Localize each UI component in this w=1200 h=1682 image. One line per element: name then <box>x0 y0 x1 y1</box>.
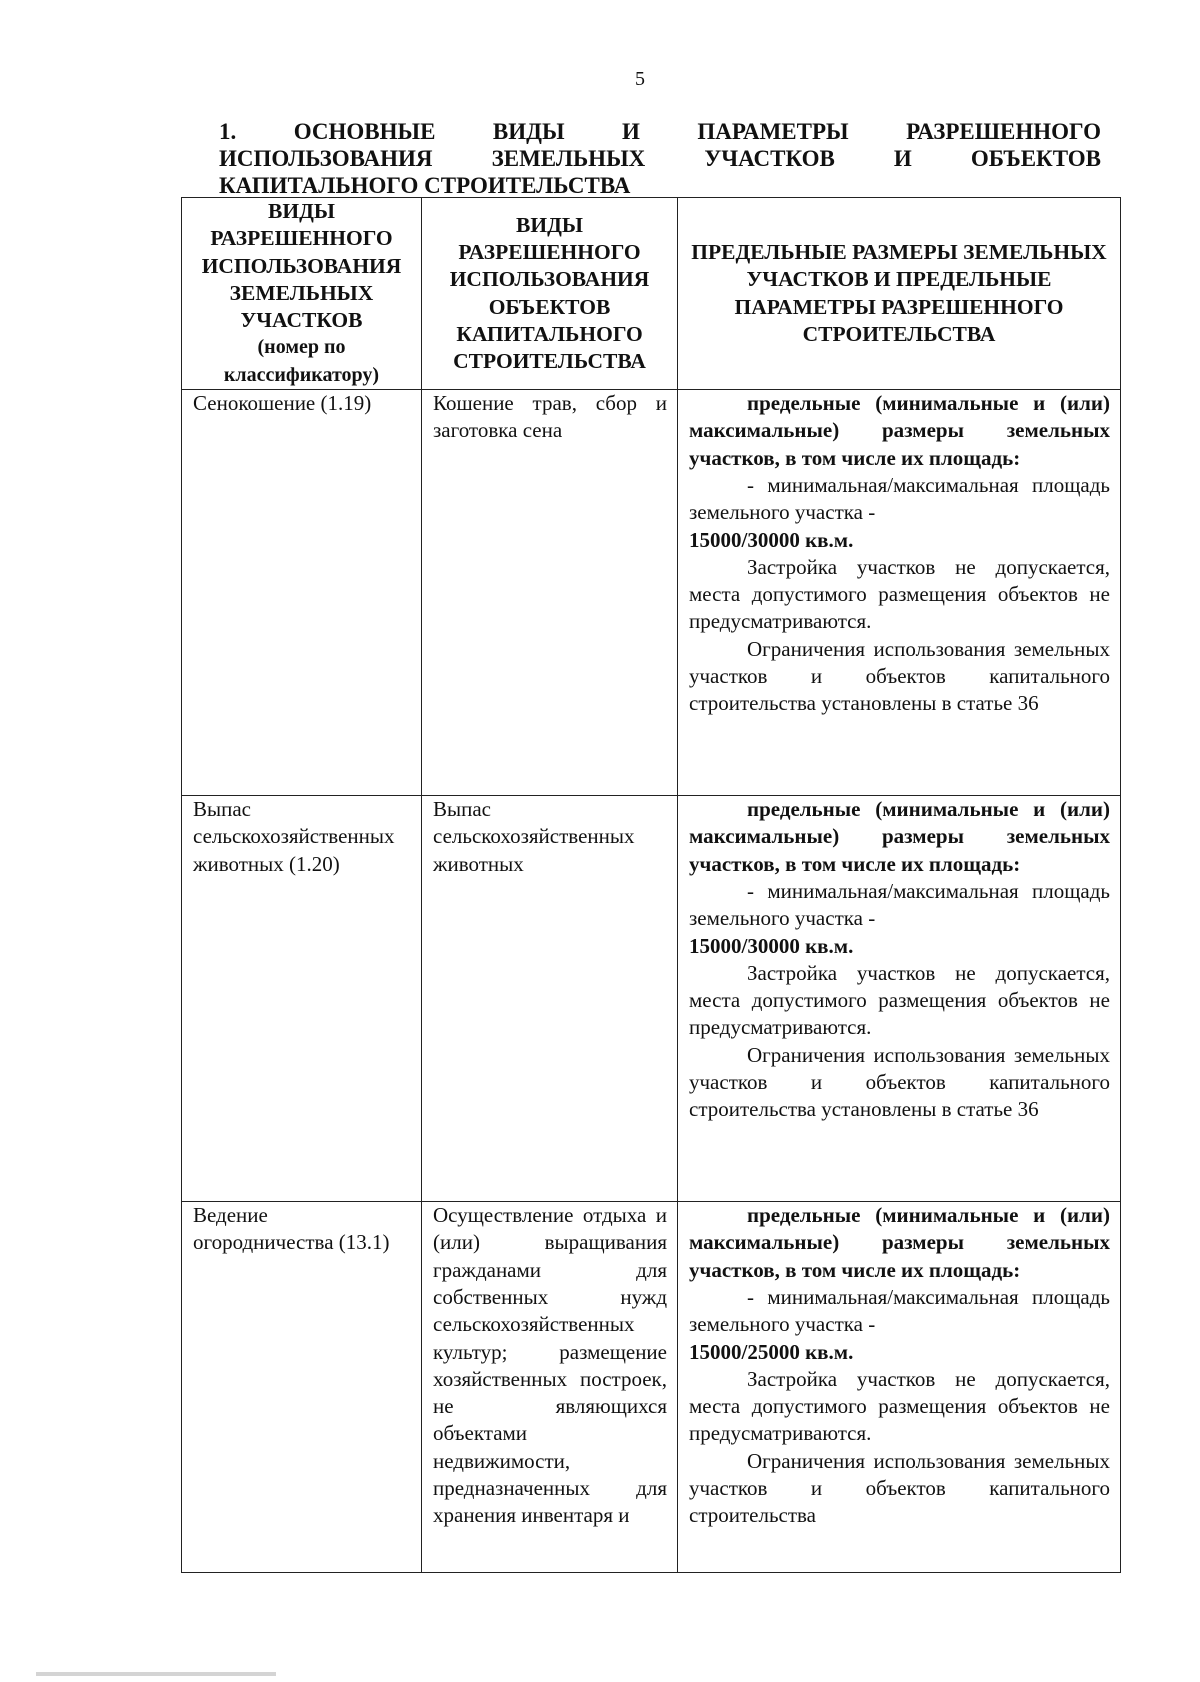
area-text: - минимальная/максимальная площадь земельного участка - <box>689 878 1110 931</box>
capital-use-cell: Осуществление отдыха и (или) выращивания гражданами для собственных нужд сельскохозяйственных культур; размещение хозяйственных построек, не являющихся объектами недвижимости, предназначенных для хранения инвентаря и <box>422 1202 678 1573</box>
land-use-cell: Сенокошение (1.19) <box>182 390 422 796</box>
heading-line-3: КАПИТАЛЬНОГО СТРОИТЕЛЬСТВА <box>219 173 631 198</box>
restriction-text: Ограничения использования земельных участков и объектов капитального строительства установлены в статье 36 <box>689 1042 1110 1122</box>
capital-use-cell: Кошение трав, сбор и заготовка сена <box>422 390 678 796</box>
land-use-cell: Ведение огородничества (13.1) <box>182 1202 422 1573</box>
restriction-text: Ограничения использования земельных участков и объектов капитального строительства <box>689 1448 1110 1528</box>
table-row <box>182 1202 1121 1573</box>
heading-line-2: ИСПОЛЬЗОВАНИЯ ЗЕМЕЛЬНЫХ УЧАСТКОВ И ОБЪЕКТОВ <box>219 146 1101 171</box>
area-text: - минимальная/максимальная площадь земельного участка - <box>689 1284 1110 1337</box>
limits-cell <box>678 796 1121 1202</box>
header-land-use <box>182 198 422 390</box>
area-value: 15000/25000 кв.м. <box>689 1339 854 1364</box>
table-header-row <box>182 198 1121 390</box>
scan-artifact <box>36 1672 276 1676</box>
restriction-text: Ограничения использования земельных участков и объектов капитального строительства установлены в статье 36 <box>689 636 1110 716</box>
header-land-use-main: ВИДЫ РАЗРЕШЕННОГО ИСПОЛЬЗОВАНИЯ ЗЕМЕЛЬНЫХ УЧАСТКОВ <box>201 199 402 333</box>
area-value: 15000/30000 кв.м. <box>689 933 854 958</box>
building-text: Застройка участков не допускается, места допустимого размещения объектов не предусматриваются. <box>689 960 1110 1040</box>
limits-heading: предельные (минимальные и (или) максимальные) размеры земельных участков, в том числе их площадь: <box>689 797 1110 876</box>
land-use-cell: Выпас сельскохозяйственных животных (1.20) <box>182 796 422 1202</box>
area-value: 15000/30000 кв.м. <box>689 527 854 552</box>
limits-heading: предельные (минимальные и (или) максимальные) размеры земельных участков, в том числе их площадь: <box>689 1203 1110 1282</box>
capital-use-cell: Выпас сельскохозяйственных животных <box>422 796 678 1202</box>
header-land-use-sub: (номер по классификатору) <box>223 336 380 386</box>
building-text: Застройка участков не допускается, места допустимого размещения объектов не предусматриваются. <box>689 1366 1110 1446</box>
limits-heading: предельные (минимальные и (или) максимальные) размеры земельных участков, в том числе их площадь: <box>689 391 1110 470</box>
page-number: 5 <box>635 68 645 90</box>
limits-cell <box>678 1202 1121 1573</box>
table-row <box>182 796 1121 1202</box>
building-text: Застройка участков не допускается, места допустимого размещения объектов не предусматриваются. <box>689 554 1110 634</box>
heading-line-1: 1. ОСНОВНЫЕ ВИДЫ И ПАРАМЕТРЫ РАЗРЕШЕННОГО <box>219 119 1101 144</box>
permitted-use-table <box>181 197 1121 1573</box>
area-text: - минимальная/максимальная площадь земельного участка - <box>689 472 1110 525</box>
section-heading <box>219 118 1101 199</box>
limits-cell <box>678 390 1121 796</box>
header-limits: ПРЕДЕЛЬНЫЕ РАЗМЕРЫ ЗЕМЕЛЬНЫХ УЧАСТКОВ И ПРЕДЕЛЬНЫЕ ПАРАМЕТРЫ РАЗРЕШЕННОГО СТРОИТЕЛЬСТВА <box>678 198 1121 390</box>
table-row <box>182 390 1121 796</box>
header-capital-use: ВИДЫ РАЗРЕШЕННОГО ИСПОЛЬЗОВАНИЯ ОБЪЕКТОВ КАПИТАЛЬНОГО СТРОИТЕЛЬСТВА <box>422 198 678 390</box>
